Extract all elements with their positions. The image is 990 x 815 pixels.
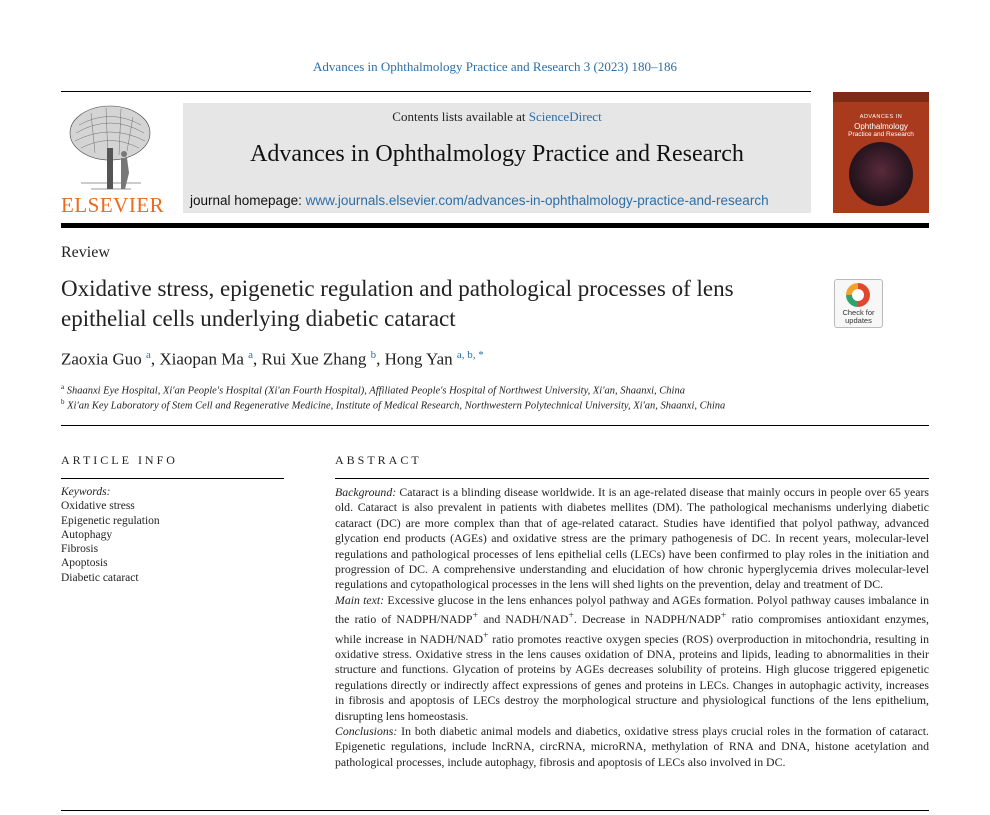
abstract-main-text bbox=[335, 593, 929, 724]
keyword-item: Diabetic cataract bbox=[61, 571, 139, 584]
abstract-heading: ABSTRACT bbox=[335, 453, 422, 467]
check-updates-icon bbox=[846, 283, 870, 307]
author-separator: , bbox=[253, 349, 258, 369]
author-separator: , bbox=[376, 349, 381, 369]
article-type: Review bbox=[61, 244, 110, 261]
elsevier-logo[interactable] bbox=[61, 103, 165, 217]
contents-prefix: Contents lists available at bbox=[392, 109, 526, 124]
author-name[interactable]: Hong Yan bbox=[384, 349, 453, 369]
cover-title-line-2: Ophthalmology bbox=[854, 122, 908, 131]
author-affiliation-marker[interactable]: a bbox=[145, 349, 151, 361]
keyword-item: Apoptosis bbox=[61, 557, 108, 570]
check-updates-line-2: updates bbox=[845, 316, 872, 325]
contents-line bbox=[183, 109, 811, 125]
background-text: Cataract is a blinding disease worldwide. It is an age-related disease that mainly occurs in people over 65 years old. Cataract is also prevalent in patients with diabetes mellites (DM). The pathological mechanisms underlying diabetic cataract (DC) are more complex than that of age-related cataract. Studies have identified that polyol pathway, advanced glycation end products (AGEs) and oxidative stress are the primary pathogenesis of DC. In recent years, molecular-level regulations and pathological processes of lens epithelial cells (LECs) have been confirmed to play roles in the initiation and progression of DC. A comprehensive understanding and elucidation of how chronic hyperglycemia drives molecular-level regulations and cytopathological processes in the lens will shed lights on the prevention, delay and treatment of DC. bbox=[335, 485, 929, 592]
journal-title: Advances in Ophthalmology Practice and Research bbox=[250, 141, 744, 167]
cover-title-line-1: ADVANCES IN bbox=[859, 114, 903, 120]
author-name[interactable]: Zaoxia Guo bbox=[61, 349, 142, 369]
sciencedirect-link[interactable]: ScienceDirect bbox=[528, 109, 602, 124]
keywords-block bbox=[61, 485, 291, 585]
article-title: Oxidative stress, epigenetic regulation and pathological processes of lens epithelial cells underlying diabetic cataract bbox=[61, 276, 734, 331]
author-name[interactable]: Xiaopan Ma bbox=[159, 349, 244, 369]
abstract-rule bbox=[335, 478, 929, 479]
main-text-part: ratio promotes reactive oxygen species (ROS) overproduction in mitochondria, resulting in oxidative stress. Oxidative stress in the lens causes oxidation of DNA, proteins and lipids, leading to abnormalities in their structure and functions. Glycation of proteins by AGEs decreases solubility of proteins. High glucose triggered epigenetic regulations directly or indirectly affect expressions of genes and proteins in LECs. Changes in autophagic activity, increases in fibrosis and apoptosis of LECs destroy the morphological structure and physiological functions of the lens epithelium, disrupting lens homeostasis. bbox=[335, 631, 929, 723]
check-updates-line-1: Check for bbox=[842, 308, 875, 317]
author-name[interactable]: Rui Xue Zhang bbox=[261, 349, 367, 369]
affiliation-marker: b bbox=[61, 398, 65, 406]
cover-top-band bbox=[833, 92, 929, 102]
main-text-part: . Decrease in NADPH/NADP bbox=[573, 612, 721, 627]
check-updates-label bbox=[835, 309, 882, 325]
abstract-bottom-rule bbox=[61, 810, 929, 811]
keywords-label: Keywords: bbox=[61, 486, 111, 498]
check-for-updates-button[interactable] bbox=[834, 279, 883, 328]
abstract-body bbox=[335, 485, 929, 770]
header-top-rule bbox=[61, 91, 811, 92]
keyword-item: Autophagy bbox=[61, 528, 113, 541]
author-separator: , bbox=[150, 349, 156, 369]
main-text-label: Main text: bbox=[335, 592, 385, 607]
article-info-rule bbox=[61, 478, 284, 479]
author-affiliation-marker[interactable]: a bbox=[248, 349, 254, 361]
elsevier-wordmark: ELSEVIER bbox=[61, 193, 165, 217]
affiliation-divider bbox=[61, 425, 929, 426]
homepage-link[interactable]: www.journals.elsevier.com/advances-in-ophthalmology-practice-and-research bbox=[305, 193, 769, 208]
affiliation-b bbox=[61, 398, 725, 412]
superscript-plus: + bbox=[720, 610, 727, 622]
author-affiliation-marker[interactable]: a, b, * bbox=[456, 349, 484, 361]
conclusions-text: In both diabetic animal models and diabetics, oxidative stress plays crucial roles in the formation of cataract. Epigenetic regulations, include lncRNA, circRNA, microRNA, methylation of RNA and DNA, histone acetylation and pathological processes, include autophagy, fibrosis and apoptosis of LECs also involved in DC. bbox=[335, 723, 930, 769]
author-affiliation-marker[interactable]: b bbox=[370, 349, 377, 361]
homepage-label: journal homepage: bbox=[190, 193, 302, 208]
affiliation-marker: a bbox=[61, 383, 65, 391]
journal-header-box bbox=[183, 103, 811, 213]
cover-title-line-3: Practice and Research bbox=[848, 131, 914, 138]
conclusions-label: Conclusions: bbox=[335, 723, 398, 738]
cover-eye-image bbox=[849, 142, 913, 206]
elsevier-tree-icon bbox=[61, 103, 159, 191]
affiliation-text: Shaanxi Eye Hospital, Xi'an People's Hospital (Xi'an Fourth Hospital), Affiliated People's Hospital of Northwest University, Xi'an, Shaanxi, China bbox=[66, 385, 685, 397]
abstract-conclusions bbox=[335, 724, 929, 770]
superscript-plus: + bbox=[472, 610, 479, 622]
superscript-plus: + bbox=[568, 610, 574, 622]
keyword-item: Fibrosis bbox=[61, 543, 99, 556]
header-bottom-rule bbox=[61, 223, 929, 228]
journal-cover-thumbnail[interactable] bbox=[833, 92, 929, 213]
superscript-plus: + bbox=[482, 629, 489, 641]
main-text-part: ratio compromises antioxidant enzymes, while increase in NADH/NAD bbox=[335, 612, 929, 646]
keyword-item: Epigenetic regulation bbox=[61, 514, 160, 527]
author-list bbox=[61, 349, 484, 370]
abstract-background bbox=[335, 485, 929, 593]
affiliation-text: Xi'an Key Laboratory of Stem Cell and Regenerative Medicine, Institute of Medical Research, Northwestern Polytechnical University, Xi'an, Shaanxi, China bbox=[67, 400, 726, 412]
keyword-item: Oxidative stress bbox=[61, 500, 135, 513]
affiliation-a bbox=[61, 383, 685, 397]
article-info-heading: ARTICLE INFO bbox=[61, 453, 178, 467]
main-text-part: and NADH/NAD bbox=[478, 612, 569, 627]
journal-citation[interactable]: Advances in Ophthalmology Practice and Research 3 (2023) 180–186 bbox=[313, 59, 677, 74]
background-label: Background: bbox=[335, 485, 397, 499]
main-text-part: Excessive glucose in the lens enhances polyol pathway and AGEs formation. Polyol pathway causes imbalance in the ratio of NADPH/NADP bbox=[335, 592, 930, 627]
journal-homepage bbox=[190, 193, 769, 208]
